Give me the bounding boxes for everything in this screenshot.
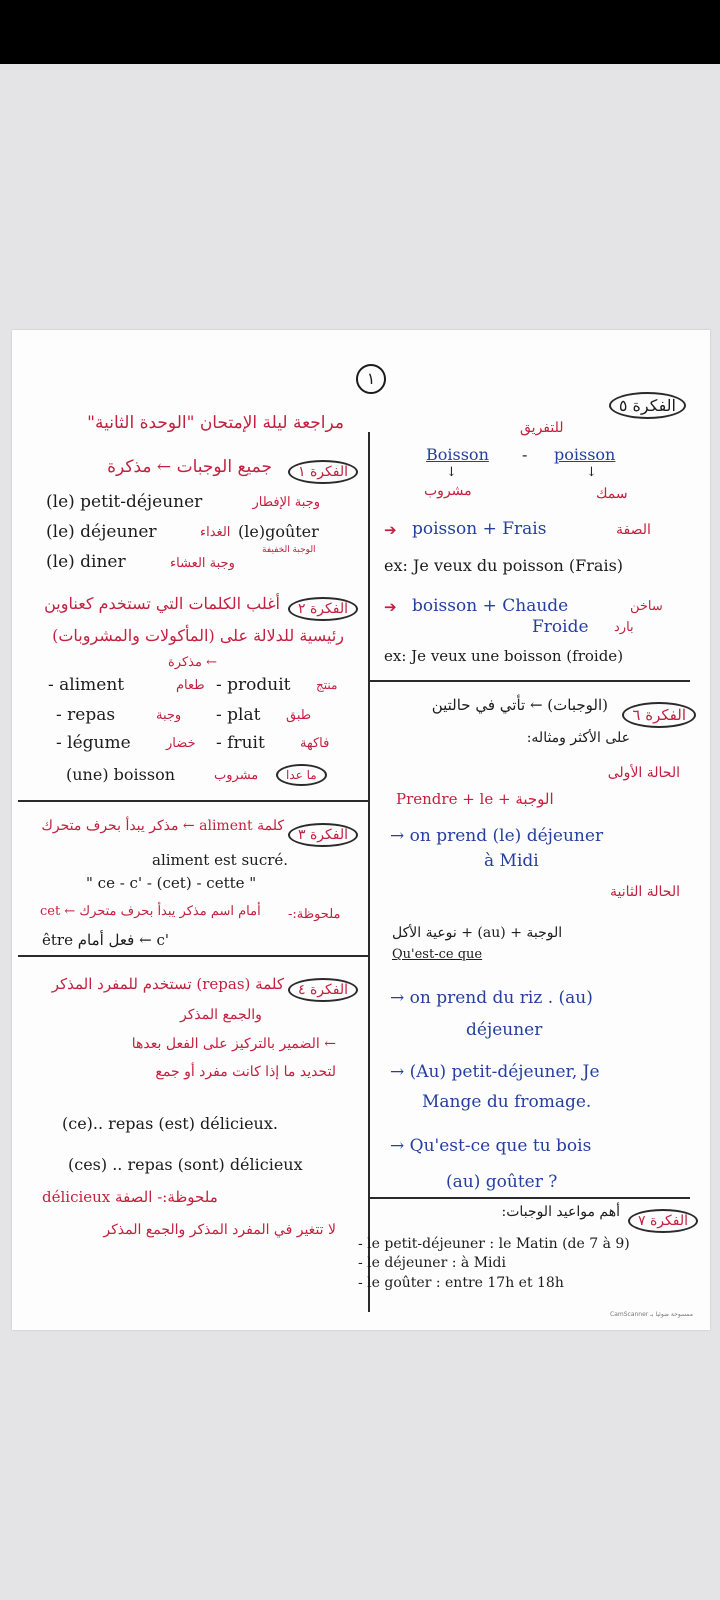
case-1-label: الحالة الأولى (607, 765, 680, 781)
meal-fr-2: (le) diner (46, 552, 126, 572)
idea-1-header: جميع الوجبات ← مذكرة (107, 457, 272, 477)
arrow-down-2: ↓ (586, 465, 597, 480)
idea-4-sub3: لتحديد ما إذا كانت مفرد أو جمع (155, 1064, 336, 1080)
rule-1-prefix: الصفة (616, 522, 651, 538)
food-word-b-0: - produit (216, 675, 291, 695)
arrow-right-2: ➔ (384, 598, 397, 616)
rule-1: poisson + Frais (412, 519, 547, 539)
food-ar-b-1: طبق (286, 708, 312, 723)
idea-2-header: أغلب الكلمات التي تستخدم كعناوين (44, 594, 280, 613)
idea-3-line1: aliment est sucré. (152, 851, 289, 869)
idea-4-ex1: (ce).. repas (est) délicieux. (62, 1114, 278, 1133)
case-2-formula-fr: Qu'est-ce que (392, 947, 483, 962)
case-2-example-b: → (Au) petit-déjeuner, Je (390, 1062, 600, 1082)
page-number: ١ (356, 364, 386, 394)
idea-4-sub1: والجمع المذكر (180, 1007, 262, 1023)
idea-3-note-line1: cet ← أمام اسم مذكر يبدأ بحرف متحرك (40, 904, 261, 919)
idea-4-note1: ملحوظة:- الصفة délicieux (42, 1188, 218, 1206)
rule-2: boisson + Chaude (412, 596, 569, 616)
meal-ar-0: وجبة الإفطار (252, 495, 320, 510)
case-2-label: الحالة الثانية (610, 884, 680, 900)
case-1-formula: Prendre + le + الوجبة (396, 790, 554, 808)
case-2-formula-ar: الوجبة + (au) + نوعية الأكل (392, 925, 563, 941)
meal-time-2: - le goûter : entre 17h et 18h (358, 1275, 564, 1291)
food-ar-b-2: فاكهة (300, 736, 330, 751)
idea-1-badge: الفكرة ١ (288, 460, 358, 484)
meal-fr-1b: (le)goûter (238, 522, 319, 541)
page-title: مراجعة ليلة الإمتحان "الوحدة الثانية" (87, 413, 344, 433)
word-boisson: Boisson (426, 445, 489, 464)
exception-badge: ما عدا (276, 764, 327, 786)
case-2-example-c: → Qu'est-ce que tu bois (390, 1136, 592, 1156)
case-2-example-b2: Mange du fromage. (422, 1092, 592, 1112)
meal-ar-1b: الوجبة الخفيفة (262, 545, 316, 555)
idea-2-badge: الفكرة ٢ (288, 597, 358, 621)
idea-4-badge: الفكرة ٤ (288, 978, 358, 1002)
rule-3-ar: بارد (614, 620, 634, 635)
arrow-down-1: ↓ (446, 465, 457, 480)
left-divider-1 (18, 800, 368, 802)
idea-6-sub: على الأكثر ومثاله: (526, 730, 630, 746)
food-ar-a-2: خضار (166, 736, 196, 751)
idea-7-badge: الفكرة ٧ (628, 1209, 698, 1233)
idea-4-sub2: ← الضمير بالتركيز على الفعل بعدها (131, 1036, 336, 1052)
idea-4-ex2: (ces) .. repas (sont) délicieux (68, 1155, 303, 1174)
poisson-ar: سمك (596, 486, 628, 502)
food-ar-b-0: منتج (316, 678, 338, 692)
food-ar-a-1: وجبة (156, 708, 182, 723)
right-divider-1 (370, 680, 690, 682)
idea-3-header: كلمة aliment ← مذكر يبدأ بحرف متحرك (41, 818, 284, 834)
idea-3-badge: الفكرة ٣ (288, 823, 358, 847)
idea-4-header: كلمة (repas) تستخدم للمفرد المذكر (51, 975, 284, 993)
case-1-example: → on prend (le) déjeuner (390, 826, 604, 846)
left-divider-2 (18, 955, 368, 957)
food-word-b-1: - plat (216, 705, 261, 725)
idea-3-note-label: ملحوظة:- (288, 907, 341, 922)
boisson-ar: مشروب (424, 483, 472, 499)
case-2-example-a2: déjeuner (466, 1020, 543, 1040)
meal-fr-1: (le) déjeuner (46, 522, 157, 542)
idea-3-note-line2: être فعل أمام ← c' (42, 931, 169, 949)
arrow-right-1: ➔ (384, 521, 397, 539)
idea-3-line2: " ce - c' - (cet) - cette " (86, 874, 257, 892)
word-dash: - (522, 445, 528, 464)
meal-time-0: - le petit-déjeuner : le Matin (de 7 à 9) (358, 1236, 630, 1252)
food-word-a-2: - légume (56, 733, 131, 753)
rule-3: Froide (532, 617, 589, 637)
center-divider (368, 432, 370, 1312)
case-2-example-c2: (au) goûter ? (446, 1172, 558, 1192)
meal-ar-1: الغداء (200, 525, 231, 540)
example-1: ex: Je veux du poisson (Frais) (384, 556, 624, 575)
case-1-example-2: à Midi (484, 851, 539, 871)
food-word-b-2: - fruit (216, 733, 265, 753)
food-ar-a-0: طعام (176, 678, 205, 693)
case-2-example-a: → on prend du riz . (au) (390, 988, 593, 1008)
meal-ar-2: وجبة العشاء (170, 556, 235, 571)
idea-5-sub: للتفريق (520, 420, 564, 436)
food-word-a-1: - repas (56, 705, 116, 725)
scanner-watermark: CamScanner ممسوحة ضوئيا بـ (610, 1311, 693, 1318)
status-bar (0, 0, 720, 64)
example-2: ex: Je veux une boisson (froide) (384, 647, 624, 665)
idea-2-sub2: ← مذكرة (168, 655, 217, 670)
idea-5-badge: الفكرة ٥ (609, 392, 686, 419)
food-word-a-0: - aliment (48, 675, 125, 695)
meal-time-1: - le déjeuner : à Midi (358, 1255, 506, 1271)
idea-6-header: (الوجبات) ← تأتي في حالتين (431, 696, 608, 714)
idea-6-badge: الفكرة ٦ (622, 702, 696, 728)
rule-2-ar: ساخن (630, 599, 663, 614)
exception-ar: مشروب (214, 768, 259, 783)
meal-fr-0: (le) petit-déjeuner (46, 492, 203, 512)
idea-7-header: أهم مواعيد الوجبات: (501, 1204, 620, 1220)
exception-word: (une) boisson (66, 765, 175, 784)
word-poisson: poisson (554, 445, 616, 464)
right-divider-2 (370, 1197, 690, 1199)
idea-4-note2: لا تتغير في المفرد المذكر والجمع المذكر (103, 1222, 336, 1238)
idea-2-sub1: رئيسية للدلالة على (المأكولات والمشروبات) (52, 626, 344, 645)
